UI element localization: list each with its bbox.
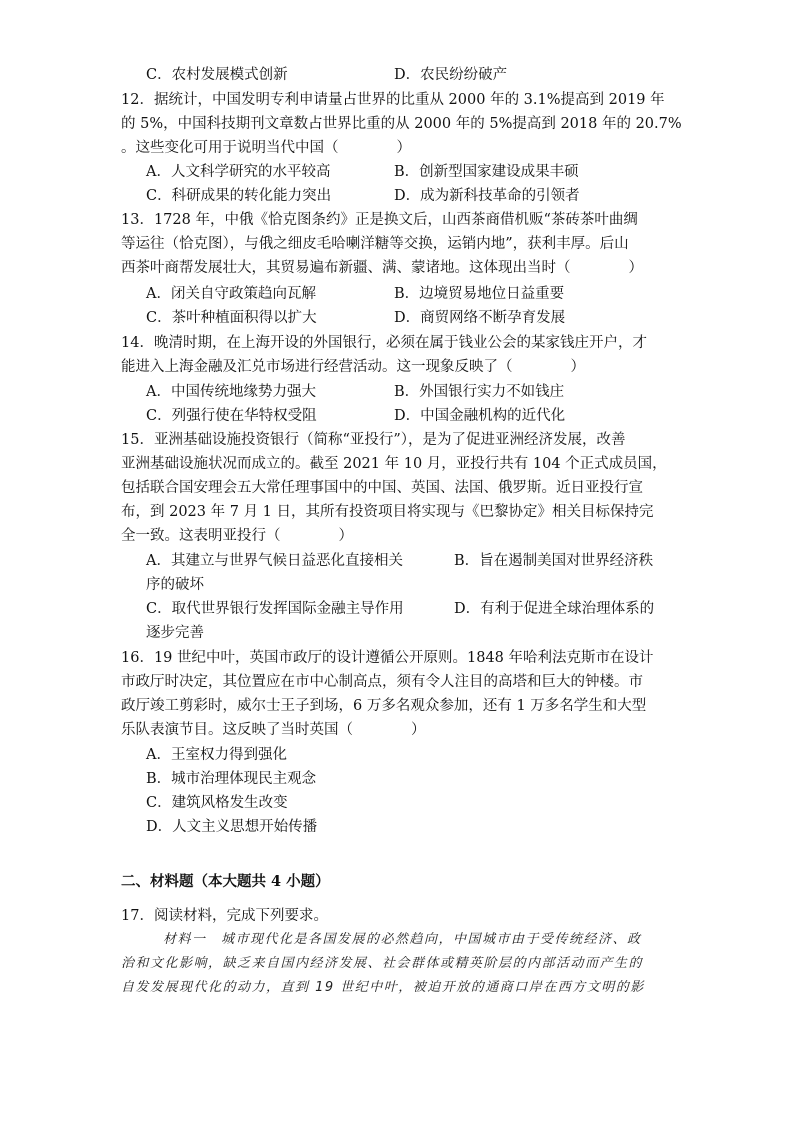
q16-option-c: C．建筑风格发生改变 [146,795,288,811]
q17-material-line-3: 自发发展现代化的动力，直到 19 世纪中叶，被迫开放的通商口岸在西方文明的影 [121,980,645,995]
q14-option-d: D．中国金融机构的近代化 [394,408,566,424]
q14-option-b: B．外国银行实力不如钱庄 [394,384,565,400]
q16-stem-line-1: 16．19 世纪中叶，英国市政厅的设计遵循公开原则。1848 年哈利法克斯市在设计 [121,650,654,666]
q15-option-a: A．其建立与世界气候日益恶化直接相关 [146,553,403,569]
q12-option-b: B．创新型国家建设成果丰硕 [394,164,579,180]
q15-stem-line-3: 包括联合国安理会五大常任理事国中的中国、英国、法国、俄罗斯。近日亚投行宣 [121,480,643,496]
q16-option-b: B．城市治理体现民主观念 [146,771,317,787]
q13-stem-line-2: 等运往（恰克图），与俄之细皮毛哈喇洋糖等交换，运销内地”，获利丰厚。后山 [121,236,629,252]
section-heading: 二、材料题（本大题共 4 小题） [121,873,330,890]
q16-stem-line-2: 市政厅时决定，其位置应在市中心制高点，须有令人注目的高塔和巨大的钟楼。市 [121,674,643,690]
q12-stem-line-2: 的 5%，中国科技期刊文章数占世界比重的从 2000 年的 5%提高到 2018 年的 20.7% [121,116,682,132]
q13-stem-line-1: 13．1728 年，中俄《恰克图条约》正是换文后，山西茶商借机贩“茶砖茶叶曲绸 [121,212,638,228]
q15-stem-line-5: 全一致。这表明亚投行（ ） [121,528,353,544]
q15-option-b: B．旨在遏制美国对世界经济秩 [454,553,654,569]
q15-option-d-continued: 逐步完善 [146,625,204,641]
q16-option-a: A．王室权力得到强化 [146,747,287,763]
q11-option-d: D．农民纷纷破产 [394,67,508,83]
q16-option-d: D．人文主义思想开始传播 [146,819,318,835]
q13-option-c: C．茶叶种植面积得以扩大 [146,310,317,326]
q15-stem-line-1: 15．亚洲基础设施投资银行（简称“亚投行”），是为了促进亚洲经济发展，改善 [121,432,626,448]
q14-stem-line-2: 能进入上海金融及汇兑市场进行经营活动。这一现象反映了（ ） [121,359,585,375]
q13-option-b: B．边境贸易地位日益重要 [394,286,565,302]
q12-option-d: D．成为新科技革命的引领者 [394,188,580,204]
q17-material-line-2: 治和文化影响，缺乏来自国内经济发展、社会群体或精英阶层的内部活动而产生的 [121,956,644,971]
q13-option-d: D．商贸网络不断孕育发展 [394,310,566,326]
q12-stem-line-3: 。这些变化可用于说明当代中国（ ） [121,140,411,156]
q17-material-line-1: 材料一 城市现代化是各国发展的必然趋向，中国城市由于受传统经济、政 [163,932,642,947]
q16-stem-line-4: 乐队表演节目。这反映了当时英国（ ） [121,722,426,738]
q12-stem-line-1: 12．据统计，中国发明专利申请量占世界的比重从 2000 年的 3.1%提高到 2019 年 [121,92,665,108]
q16-stem-line-3: 政厅竣工剪彩时，威尔士王子到场，6 万多名观众参加，还有 1 万多名学生和大型 [121,698,647,714]
q15-option-b-continued: 序的破坏 [146,577,204,593]
q14-stem-line-1: 14．晚清时期，在上海开设的外国银行，必须在属于钱业公会的某家钱庄开户，才 [121,335,647,351]
q11-option-c: C．农村发展模式创新 [146,67,288,83]
q13-option-a: A．闭关自守政策趋向瓦解 [146,286,316,302]
q12-option-a: A．人文科学研究的水平较高 [146,164,331,180]
q15-stem-line-2: 亚洲基础设施状况而成立的。截至 2021 年 10 月，亚投行共有 104 个正式成员国， [121,456,667,472]
q12-option-c: C．科研成果的转化能力突出 [146,188,332,204]
q14-option-c: C．列强行使在华特权受阻 [146,408,317,424]
q17-intro: 17．阅读材料，完成下列要求。 [121,908,328,924]
q13-stem-line-3: 西茶叶商帮发展壮大，其贸易遍布新疆、满、蒙诸地。这体现出当时（ ） [121,260,643,276]
q14-option-a: A．中国传统地缘势力强大 [146,384,316,400]
q15-stem-line-4: 布，到 2023 年 7 月 1 日，其所有投资项目将实现与《巴黎协定》相关目标保持完 [121,504,654,520]
q15-option-d: D．有利于促进全球治理体系的 [454,601,655,617]
q15-option-c: C．取代世界银行发挥国际金融主导作用 [146,601,404,617]
